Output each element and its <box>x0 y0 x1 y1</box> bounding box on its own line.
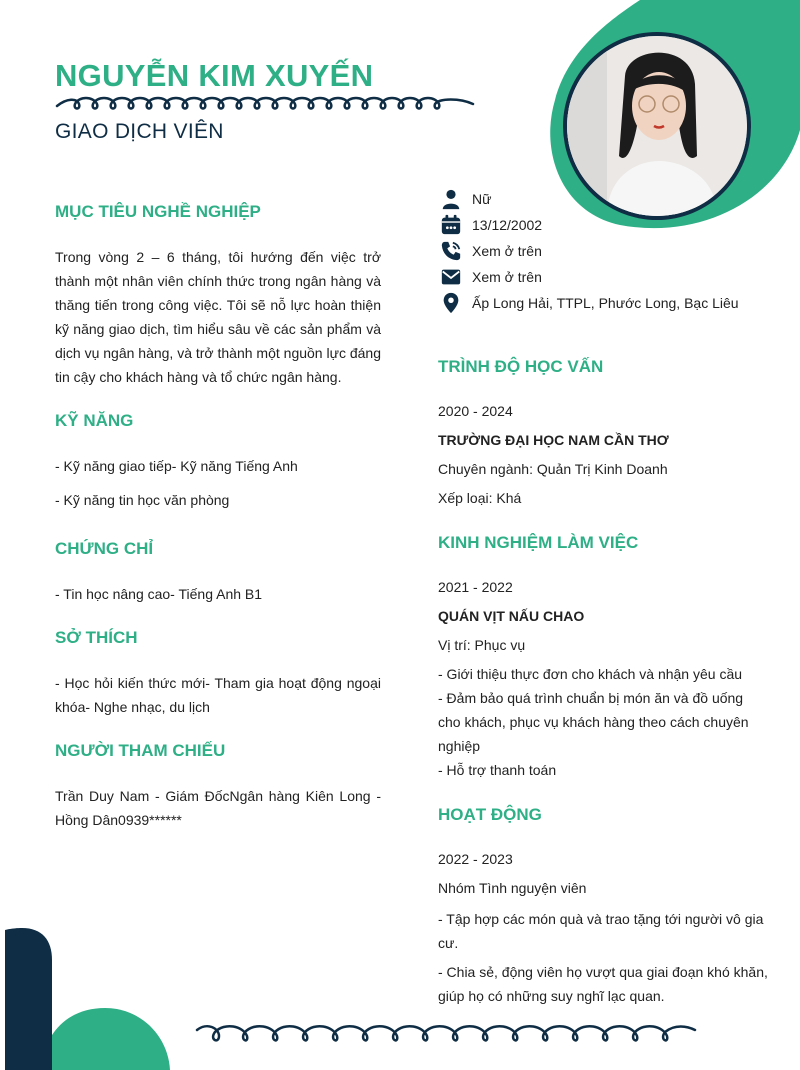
contact-gender <box>440 186 770 212</box>
activities-block <box>438 845 768 1008</box>
education-school: TRƯỜNG ĐẠI HỌC NAM CẦN THƠ <box>438 432 669 448</box>
candidate-name: NGUYỄN KIM XUYẾN <box>55 58 374 93</box>
experience-duty: - Giới thiệu thực đơn cho khách và nhận yêu cầu <box>438 666 743 682</box>
experience-title: KINH NGHIỆM LÀM VIỆC <box>438 533 639 552</box>
experience-position: Vị trí: Phục vụ <box>438 637 526 653</box>
job-title: GIAO DỊCH VIÊN <box>55 120 224 143</box>
activities-title: HOẠT ĐỘNG <box>438 805 542 824</box>
education-major: Chuyên ngành: Quản Trị Kinh Doanh <box>438 461 668 477</box>
hobbies-text: - Học hỏi kiến thức mới- Tham gia hoạt động ngoại khóa- Nghe nhạc, du lịch <box>55 675 381 715</box>
mail-icon <box>440 266 462 288</box>
location-icon <box>440 292 462 314</box>
hobbies-title: SỞ THÍCH <box>55 628 138 647</box>
skill-item: - Kỹ năng giao tiếp- Kỹ năng Tiếng Anh <box>55 458 298 474</box>
contact-phone <box>440 238 770 264</box>
experience-duty: - Hỗ trợ thanh toán <box>438 762 557 778</box>
activity-item: - Tập hợp các món quà và trao tặng tới người vô gia cư. <box>438 911 764 951</box>
education-period: 2020 - 2024 <box>438 403 513 419</box>
experience-duty: - Đảm bảo quá trình chuẩn bị món ăn và đồ uống cho khách, phục vụ khách hàng theo cách chuyên nghiệp <box>438 690 749 754</box>
activities-organization: Nhóm Tình nguyện viên <box>438 880 587 896</box>
education-rank: Xếp loại: Khá <box>438 490 522 506</box>
decorative-squiggle-bottom <box>195 1018 700 1050</box>
contact-address <box>440 290 770 316</box>
decorative-squiggle-top <box>55 92 475 116</box>
experience-period: 2021 - 2022 <box>438 579 513 595</box>
career-objective-title: MỤC TIÊU NGHỀ NGHIỆP <box>55 202 261 221</box>
certificates-title: CHỨNG CHỈ <box>55 539 154 558</box>
references-title: NGƯỜI THAM CHIẾU <box>55 741 226 760</box>
phone-icon <box>440 240 462 262</box>
calendar-icon <box>440 214 462 236</box>
activity-item: - Chia sẻ, động viên họ vượt qua giai đoạn khó khăn, giúp họ có những suy nghĩ lạc quan. <box>438 964 768 1004</box>
certificate-item: - Tin học nâng cao- Tiếng Anh B1 <box>55 586 263 602</box>
experience-block <box>438 573 768 782</box>
experience-company: QUÁN VỊT NẤU CHAO <box>438 608 585 624</box>
phone-value: Xem ở trên <box>472 243 542 259</box>
decorative-corner <box>0 920 180 1070</box>
education-title: TRÌNH ĐỘ HỌC VẤN <box>438 357 604 376</box>
birthday-value: 13/12/2002 <box>472 217 543 233</box>
contact-birthday <box>440 212 770 238</box>
education-block <box>438 397 768 513</box>
references-text: Trần Duy Nam - Giám ĐốcNgân hàng Kiên Long - Hồng Dân0939****** <box>55 788 381 828</box>
contact-email <box>440 264 770 290</box>
skill-item: - Kỹ năng tin học văn phòng <box>55 492 230 508</box>
contact-info <box>440 186 770 316</box>
gender-value: Nữ <box>472 191 492 207</box>
skills-title: KỸ NĂNG <box>55 411 134 430</box>
person-icon <box>440 188 462 210</box>
career-objective-text: Trong vòng 2 – 6 tháng, tôi hướng đến việc trở thành một nhân viên chính thức trong ngân hàng và thăng tiến trong công việc. Tôi sẽ nỗ lực hoàn thiện kỹ năng giao dịch, tìm hiểu sâu về các sản phẩm và dịch vụ ngân hàng, và trở thành một nguồn lực đáng tin cậy cho khách hàng và tổ chức ngân hàng. <box>55 249 381 385</box>
activities-period: 2022 - 2023 <box>438 851 513 867</box>
email-value: Xem ở trên <box>472 269 542 285</box>
address-value: Ấp Long Hải, TTPL, Phước Long, Bạc Liêu <box>472 295 739 311</box>
